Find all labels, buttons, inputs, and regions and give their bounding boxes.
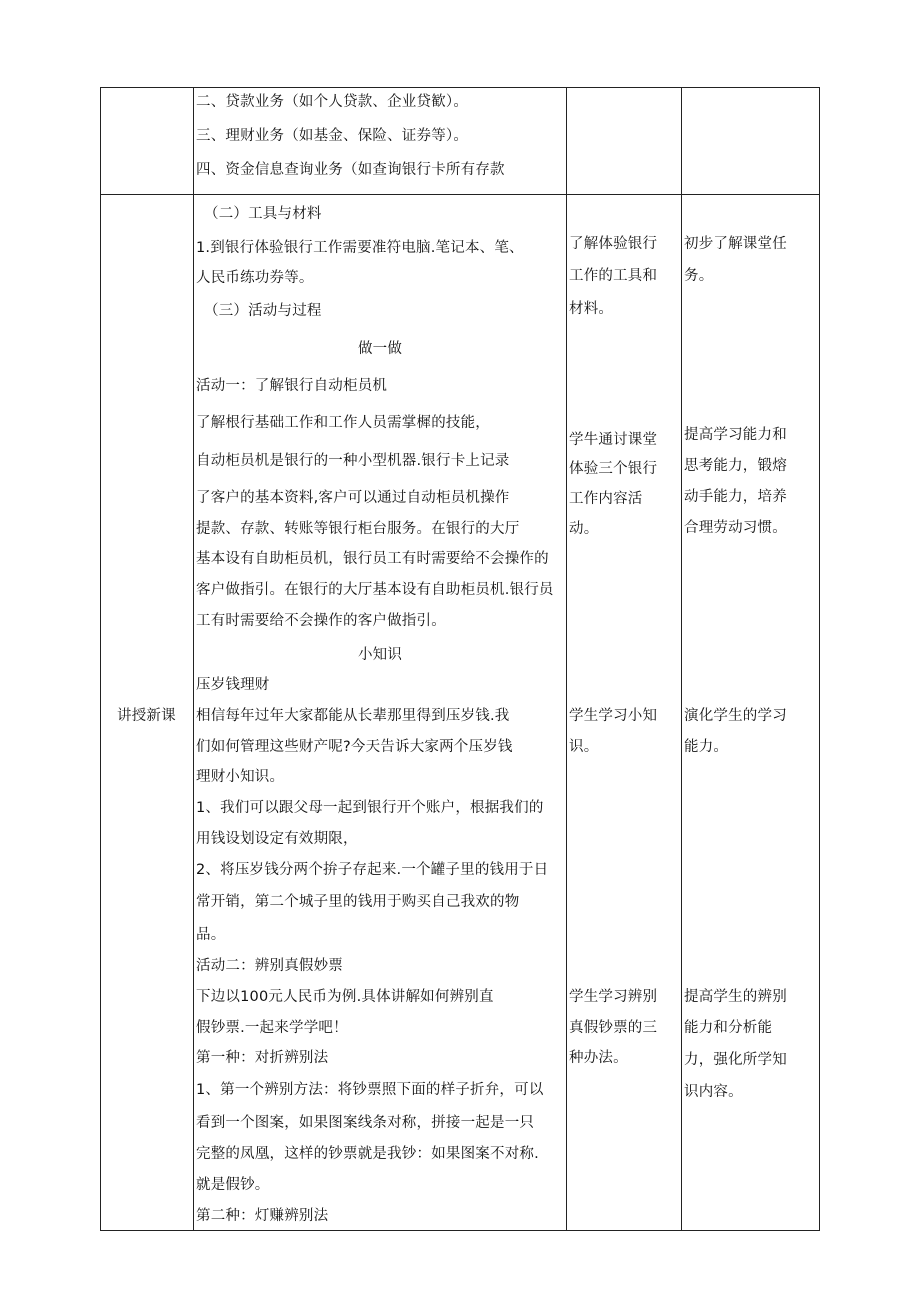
student-activity-line: 学生学习辨别	[569, 989, 658, 1005]
col-divider-1	[193, 87, 194, 1231]
content-line: 完整的凤凰，这样的钞票就是我钞：如果图案不对称.	[196, 1146, 539, 1162]
content-line: 人民币练功券等。	[196, 270, 314, 286]
activity-one-title: 活动一：了解银行自动柜员机	[196, 378, 388, 394]
content-line: 就是假钞。	[196, 1177, 270, 1193]
design-intent-line: 力，强化所学知	[684, 1052, 787, 1068]
student-activity-line: 学牛通讨课堂	[569, 432, 658, 448]
student-activity-line: 识。	[569, 739, 599, 755]
content-line: 品。	[196, 927, 226, 943]
design-intent-line: 合理劳动习惯。	[684, 520, 787, 536]
table-top-border	[100, 87, 820, 88]
tips-title: 压岁钱理财	[196, 677, 270, 693]
content-line: 1.到银行体验银行工作需要准符电脑.笔记本、笔、	[196, 240, 524, 256]
design-intent-line: 动手能力，培养	[684, 489, 787, 505]
section-label: 讲授新课	[117, 708, 176, 724]
design-intent-line: 思考能力，锻熔	[684, 458, 787, 474]
content-line: 了解根行基础工作和工作人员需掌樨的技能，	[196, 415, 490, 431]
content-line: 常开销，第二个城子里的钱用于购买自己我欢的物	[196, 894, 520, 910]
student-activity-line: 工作内容活	[569, 491, 643, 507]
content-line: 三、理财业务（如基金、保险、证券等）。	[196, 128, 469, 144]
content-line: 下边以100元人民币为例.具体讲解如何辨别直	[196, 989, 494, 1005]
col-divider-3	[681, 87, 682, 1231]
heading-tips: 小知识	[357, 647, 403, 663]
design-intent-line: 提高学生的辨别	[684, 989, 787, 1005]
content-line: 自动柜员机是银行的一种小型机器.银行卡上记录	[196, 453, 510, 469]
activity-two-title: 活动二：辨别真假妙票	[196, 958, 343, 974]
student-activity-line: 工作的工具和	[569, 268, 658, 284]
row-divider	[100, 194, 820, 195]
table-bottom-border	[100, 1230, 820, 1231]
content-line: 了客户的基本资料,客户可以通过自动柜员机操作	[196, 490, 510, 506]
content-line: 理财小知识。	[196, 769, 285, 785]
content-line: 2、将压岁钱分两个拚子存起来.一个罐子里的钱用于日	[196, 862, 549, 878]
content-line: 提款、存款、转账等银行柜台服务。在银行的大厅	[196, 521, 520, 537]
content-line: 用钱设划设定有效期限，	[196, 831, 358, 847]
student-activity-line: 真假钞票的三	[569, 1020, 658, 1036]
content-line: 客户做指引。在银行的大厅基本设有自助柜员机.银行员	[196, 582, 554, 598]
student-activity-line: 学生学习小知	[569, 708, 658, 724]
student-activity-line: 种办法。	[569, 1050, 628, 1066]
content-line: 基本设有自助柜员机，银行员工有时需要给不会操作的	[196, 551, 549, 567]
table-left-border	[100, 87, 101, 1231]
table-right-border	[819, 87, 820, 1231]
content-line: 工有时需要给不会操作的客户做指引。	[196, 613, 446, 629]
subheading-tools: （二）工具与材料	[204, 206, 322, 222]
design-intent-line: 能力和分析能	[684, 1020, 773, 1036]
col-divider-2	[566, 87, 567, 1231]
heading-do-it: 做一做	[357, 341, 403, 357]
content-line: 看到一个图案，如果图案线条对称，拼接一起是一只	[196, 1115, 535, 1131]
subheading-activities: （三）活动与过程	[204, 303, 322, 319]
design-intent-line: 提高学习能力和	[684, 427, 787, 443]
content-line: 二、贷款业务（如个人贷款、企业贷歓）。	[196, 94, 469, 110]
design-intent-line: 初步了解课堂任	[684, 236, 787, 252]
design-intent-line: 演化学生的学习	[684, 708, 787, 724]
method-one-title: 第一种：对折辨别法	[196, 1050, 329, 1066]
student-activity-line: 体验三个银行	[569, 461, 658, 477]
design-intent-line: 能力。	[684, 739, 729, 755]
student-activity-line: 材料。	[569, 301, 614, 317]
content-line: 1、我们可以跟父母一起到银行开个账户，根据我们的	[196, 800, 544, 816]
design-intent-line: 识内容。	[684, 1084, 743, 1100]
content-line: 假钞票.一起来学学吧！	[196, 1020, 348, 1036]
content-line: 们如何管理这些财产呢?今天告诉大家两个压岁钱	[196, 739, 513, 755]
content-line: 四、资金信息查询业务（如查询银行卡所有存款	[196, 162, 505, 178]
design-intent-line: 务。	[684, 268, 714, 284]
student-activity-line: 了解体验银行	[569, 236, 658, 252]
method-two-title: 第二种：灯赚辨别法	[196, 1208, 329, 1224]
content-line: 1、第一个辨别方法：将钞票照下面的样子折弁，可以	[196, 1082, 544, 1098]
content-line: 相信每年过年大家都能从长辈那里得到压岁钱.我	[196, 708, 510, 724]
student-activity-line: 动。	[569, 521, 599, 537]
